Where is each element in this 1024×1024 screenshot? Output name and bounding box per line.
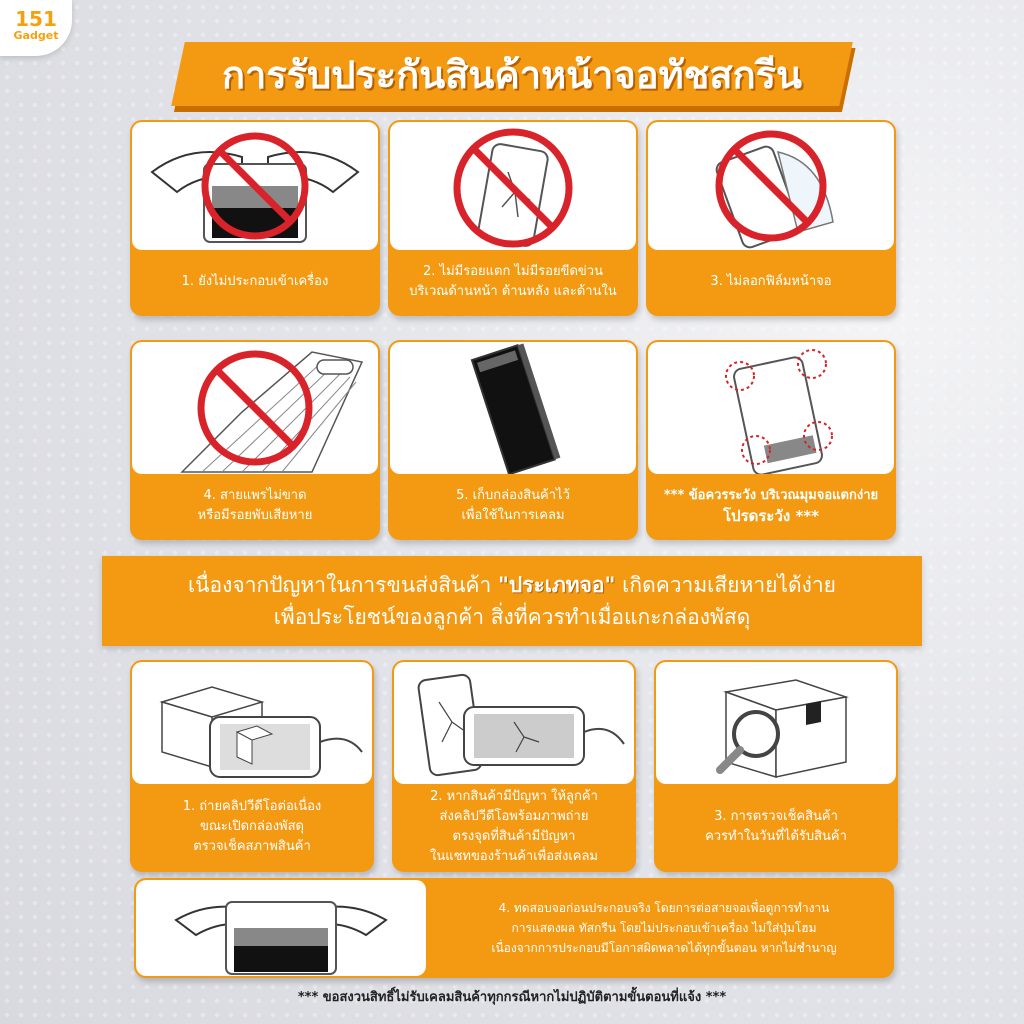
inspect-box-icon: [656, 662, 896, 784]
condition-card-1: [130, 120, 380, 316]
page-title: การรับประกันสินค้าหน้าจอทัชสกรีน: [221, 52, 803, 97]
step-3-text-line1: 3. การตรวจเช็คสินค้า: [714, 809, 838, 824]
logo-brand: Gadget: [13, 29, 59, 42]
step-1-text-line2: ขณะเปิดกล่องพัสดุ: [199, 819, 304, 834]
step-4-text-line2: การแสดงผล ทัสกรีน โดยไม่ประกอบเข้าเครื่อง ไม่ใส่ปุ่มโฮม: [511, 921, 817, 935]
condition-card-6: [646, 340, 896, 540]
condition-card-5: [388, 340, 638, 540]
caution-text-line1: *** ข้อควรระวัง บริเวณมุมจอแตกง่าย: [663, 488, 879, 503]
test-screen-icon: [136, 880, 426, 976]
condition-card-4: [130, 340, 380, 540]
condition-4-text-line2: หรือมีรอยพับเสียหาย: [197, 508, 313, 523]
step-1-text-line1: 1. ถ่ายคลิปวีดีโอต่อเนื่อง: [182, 799, 322, 814]
condition-card-2: [388, 120, 638, 316]
condition-2-text-line1: 2. ไม่มีรอยแตก ไม่มีรอยขีดข่วน: [423, 264, 603, 279]
step-4-text-line3: เนื่องจากการประกอบมีโอกาสผิดพลาดได้ทุกขั้นตอน หากไม่ชำนาญ: [491, 941, 837, 955]
fragile-corners-icon: [648, 342, 894, 474]
step-card-2: [392, 660, 636, 872]
notice-line-2: เพื่อประโยชน์ของลูกค้า สิ่งที่ควรทำเมื่อแกะกล่องพัสดุ: [273, 605, 751, 629]
peeling-film-icon: [648, 122, 894, 250]
notice-line-1: เนื่องจากปัญหาในการขนส่งสินค้า "ประเภทจอ" เกิดความเสียหายได้ง่าย: [188, 573, 836, 597]
shipping-notice-banner: [102, 556, 922, 646]
step-card-1: [130, 660, 374, 872]
step-card-3: [654, 660, 898, 872]
step-3-text-line2: ควรทำในวันที่ได้รับสินค้า: [705, 829, 847, 844]
hands-holding-screen-icon: [132, 122, 378, 250]
step-2-text-line4: ในแชทของร้านค้าเพื่อส่งเคลม: [430, 849, 598, 864]
condition-2-text-line2: บริเวณด้านหน้า ด้านหลัง และด้านใน: [409, 284, 617, 299]
step-1-text-line3: ตรวจเช็คสภาพสินค้า: [193, 839, 311, 854]
condition-5-text-line2: เพื่อใช้ในการเคลม: [461, 508, 565, 523]
cracked-phone-icon: [390, 122, 636, 250]
condition-1-text: 1. ยังไม่ประกอบเข้าเครื่อง: [181, 274, 329, 289]
disclaimer-footer: *** ขอสงวนสิทธิ์ไม่รับเคลมสินค้าทุกกรณีหากไม่ปฏิบัติตามขั้นตอนที่แจ้ง ***: [297, 990, 727, 1005]
caution-text-line2: โปรดระวัง ***: [723, 507, 819, 525]
flex-cable-icon: [132, 342, 378, 474]
step-card-4: [134, 878, 894, 978]
condition-card-3: [646, 120, 896, 316]
step-2-text-line3: ตรงจุดที่สินค้ามีปัญหา: [452, 829, 576, 844]
logo-number: 151: [15, 7, 57, 31]
record-unboxing-icon: [132, 662, 372, 784]
step-2-text-line1: 2. หากสินค้ามีปัญหา ให้ลูกค้า: [430, 789, 598, 804]
product-box-icon: [390, 342, 636, 474]
photo-cracked-screen-icon: [394, 662, 634, 784]
screen-type-highlight: "ประเภทจอ": [497, 573, 616, 597]
step-2-text-line2: ส่งคลิปวีดีโอพร้อมภาพถ่าย: [439, 809, 589, 824]
condition-5-text-line1: 5. เก็บกล่องสินค้าไว้: [456, 488, 570, 503]
condition-4-text-line1: 4. สายแพรไม่ขาด: [203, 488, 307, 503]
condition-3-text: 3. ไม่ลอกฟิล์มหน้าจอ: [710, 274, 832, 289]
step-4-text-line1: 4. ทดสอบจอก่อนประกอบจริง โดยการต่อสายจอเพื่อดูการทำงาน: [498, 901, 830, 915]
